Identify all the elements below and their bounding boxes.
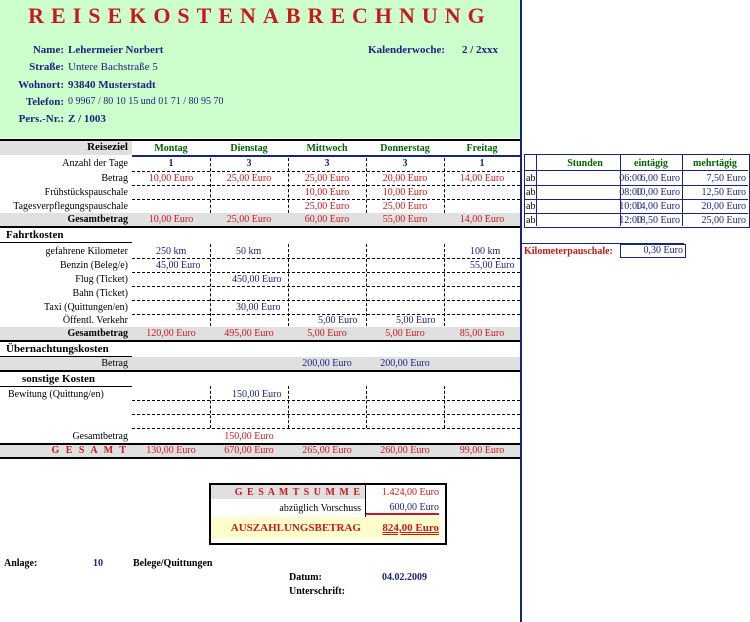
name-label: Name: [32,44,64,56]
rate-ab: ab [526,173,536,184]
gesamtbetrag3-label: Gesamtbetrag [72,431,128,442]
divider [0,242,132,243]
cell[interactable]: 150,00 Euro [232,389,282,400]
name-value: Lehermeier Norbert [68,44,164,56]
belege-label: Belege/Quittungen [133,558,213,569]
bewirtung-label: Bewitung (Quittung/en) [8,389,104,400]
divider [444,244,445,326]
rate-single: 10,00 Euro [635,187,680,198]
benzin-label: Benzin (Beleg/e) [59,260,128,271]
divider [0,340,520,342]
divider [444,386,445,428]
vorschuss-value[interactable]: 600,00 Euro [365,502,439,515]
uebernachtung-label: Übernachtungskosten [6,343,109,355]
cell[interactable]: 3 [402,158,408,169]
gesamtbetrag2-label: Gesamtbetrag [67,328,128,339]
rate-multi: 20,00 Euro [701,201,746,212]
cell[interactable]: 25,00 Euro [304,173,350,184]
cell: 265,00 Euro [302,445,352,456]
gesamtbetrag-label: Gesamtbetrag [67,214,128,225]
persnr-label: Pers.-Nr.: [18,113,64,125]
cell: 150,00 Euro [224,431,274,442]
divider [132,300,520,301]
cell: 10,00 Euro [148,214,194,225]
rate-hours: 08:00 [619,187,642,198]
cell: 99,00 Euro [459,445,505,456]
cell[interactable]: 50 km [236,246,262,257]
sonstige-label: sonstige Kosten [22,373,96,385]
rate-hours: 12:00 [619,215,642,226]
divider [524,185,748,186]
cell[interactable]: 45,00 Euro [156,260,201,271]
anzahl-label: Anzahl der Tage [62,158,128,169]
kw-label: Kalenderwoche: [368,44,445,56]
divider [366,158,367,213]
divider [524,213,748,214]
cell[interactable]: 3 [246,158,252,169]
reiseziel-label: Reiseziel [87,141,128,153]
divider [0,226,520,228]
cell[interactable]: 200,00 Euro [302,358,352,369]
taxi-label: Taxi (Quittungen/en) [44,302,128,313]
rates-header-single: eintägig [634,158,668,169]
cell[interactable]: 20,00 Euro [382,173,428,184]
day-header-thu: Donnerstag [380,143,430,154]
rate-single: 18,50 Euro [635,215,680,226]
cell: 5,00 Euro [307,328,347,339]
divider [132,272,520,273]
auszahlung-value: 824,00 Euro [382,522,439,534]
day-header-mon: Montag [154,143,188,154]
divider [288,244,289,326]
rate-hours: 10:00 [619,201,642,212]
gesamt-label: G E S A M T [51,445,128,456]
city-label: Wohnort: [18,79,64,91]
right-border-line [520,0,522,622]
rate-hours: 06:00 [619,173,642,184]
cell: 495,00 Euro [224,328,274,339]
divider [0,370,520,372]
divider [682,154,683,226]
divider [366,386,367,428]
cell: 260,00 Euro [380,445,430,456]
street-label: Straße: [29,61,64,73]
day-header-wed: Mittwoch [306,143,348,154]
street-value: Untere Bachstraße 5 [68,61,158,73]
divider [524,199,748,200]
rate-ab: ab [526,201,536,212]
cell: 670,00 Euro [224,445,274,456]
cell[interactable]: 3 [324,158,330,169]
divider [520,243,684,244]
divider [288,386,289,428]
unterschrift-label: Unterschrift: [289,586,346,597]
day-header-fri: Freitag [466,143,498,154]
fruehstueck-label: Frühstückspauschale [44,187,128,198]
cell[interactable]: 10,00 Euro [148,173,194,184]
city-value: 93840 Musterstadt [68,79,156,91]
divider [132,185,520,186]
day-header-tue: Dienstag [230,143,268,154]
cell[interactable]: 14,00 Euro [459,173,505,184]
divider [444,158,445,213]
vorschuss-label: abzüglich Vorschuss [279,503,361,514]
cell: 60,00 Euro [304,214,350,225]
rate-ab: ab [526,215,536,226]
anlage-value[interactable]: 10 [93,558,103,569]
divider [132,258,520,259]
persnr-value: Z / 1003 [68,113,106,125]
cell[interactable]: 450,00 Euro [232,274,282,285]
datum-value[interactable]: 04.02.2009 [382,572,427,583]
cell[interactable]: 10,00 Euro [382,187,428,198]
cell: 5,00 Euro [385,328,425,339]
cell: 14,00 Euro [459,214,505,225]
phone-label: Telefon: [25,96,64,108]
betrag-label: Betrag [101,173,128,184]
cell[interactable]: 5,00 Euro [396,315,436,326]
divider [132,199,520,200]
section2-grid [132,244,520,340]
divider [132,155,520,157]
divider [132,171,520,172]
fahrtkosten-label: Fahrtkosten [6,229,64,241]
divider [0,457,520,459]
cell[interactable]: 10,00 Euro [304,187,350,198]
divider [288,158,289,213]
gesamtsumme-value: 1.424,00 Euro [382,487,439,498]
cell[interactable]: 1 [168,158,174,169]
cell[interactable]: 250 km [156,246,187,257]
divider [132,314,520,315]
km-label: gefahrene Kilometer [45,246,128,257]
rates-header-hours: Stunden [567,158,603,169]
tagesverpf-label: Tagesverpflegungspauschale [13,201,128,212]
rate-multi: 25,00 Euro [701,215,746,226]
cell[interactable]: 25,00 Euro [226,173,272,184]
rate-multi: 12,50 Euro [701,187,746,198]
flug-label: Flug (Ticket) [75,274,128,285]
rate-single: 6,00 Euro [640,173,680,184]
cell: 120,00 Euro [146,328,196,339]
cell: 25,00 Euro [226,214,272,225]
rate-multi: 7,50 Euro [706,173,746,184]
divider [210,244,211,326]
cell[interactable]: 25,00 Euro [382,201,428,212]
divider [132,286,520,287]
divider [210,386,211,428]
cell: 55,00 Euro [382,214,428,225]
rate-ab: ab [526,187,536,198]
section4-grid [132,386,520,428]
bahn-label: Bahn (Ticket) [72,288,128,299]
cell: 85,00 Euro [459,328,505,339]
km-pauschale-label: Kilometerpauschale: [524,246,613,257]
km-pauschale-value[interactable]: 0,30 Euro [620,244,686,258]
oeffentl-label: Öffentl. Verkehr [62,315,128,326]
divider [524,170,748,171]
section1-grid [132,158,520,226]
phone-value: 0 9967 / 80 10 15 und 01 71 / 80 95 70 [68,96,224,107]
auszahlung-label: AUSZAHLUNGSBETRAG [230,522,361,534]
divider [366,244,367,326]
cell[interactable]: 5,00 Euro [318,315,358,326]
cell[interactable]: 100 km [470,246,501,257]
divider [132,428,520,429]
divider [620,154,621,226]
page-title: REISEKOSTENABRECHNUNG [28,3,492,28]
cell: 130,00 Euro [146,445,196,456]
cell[interactable]: 1 [479,158,485,169]
cell[interactable]: 30,00 Euro [236,302,281,313]
gesamtsumme-label: G E S A M T S U M M E [234,487,361,498]
rate-single: 14,00 Euro [635,201,680,212]
cell[interactable]: 55,00 Euro [470,260,515,271]
divider [365,485,366,517]
divider [132,400,520,401]
divider [0,386,132,387]
cell[interactable]: 25,00 Euro [304,201,350,212]
cell[interactable]: 200,00 Euro [380,358,430,369]
rates-header-multi: mehrtägig [693,158,737,169]
datum-label: Datum: [289,572,322,583]
kw-value: 2 / 2xxx [462,44,499,56]
anlage-label: Anlage: [4,558,38,569]
divider [536,154,537,226]
uebernachtung-betrag-label: Betrag [101,358,128,369]
divider [132,414,520,415]
divider [210,158,211,213]
